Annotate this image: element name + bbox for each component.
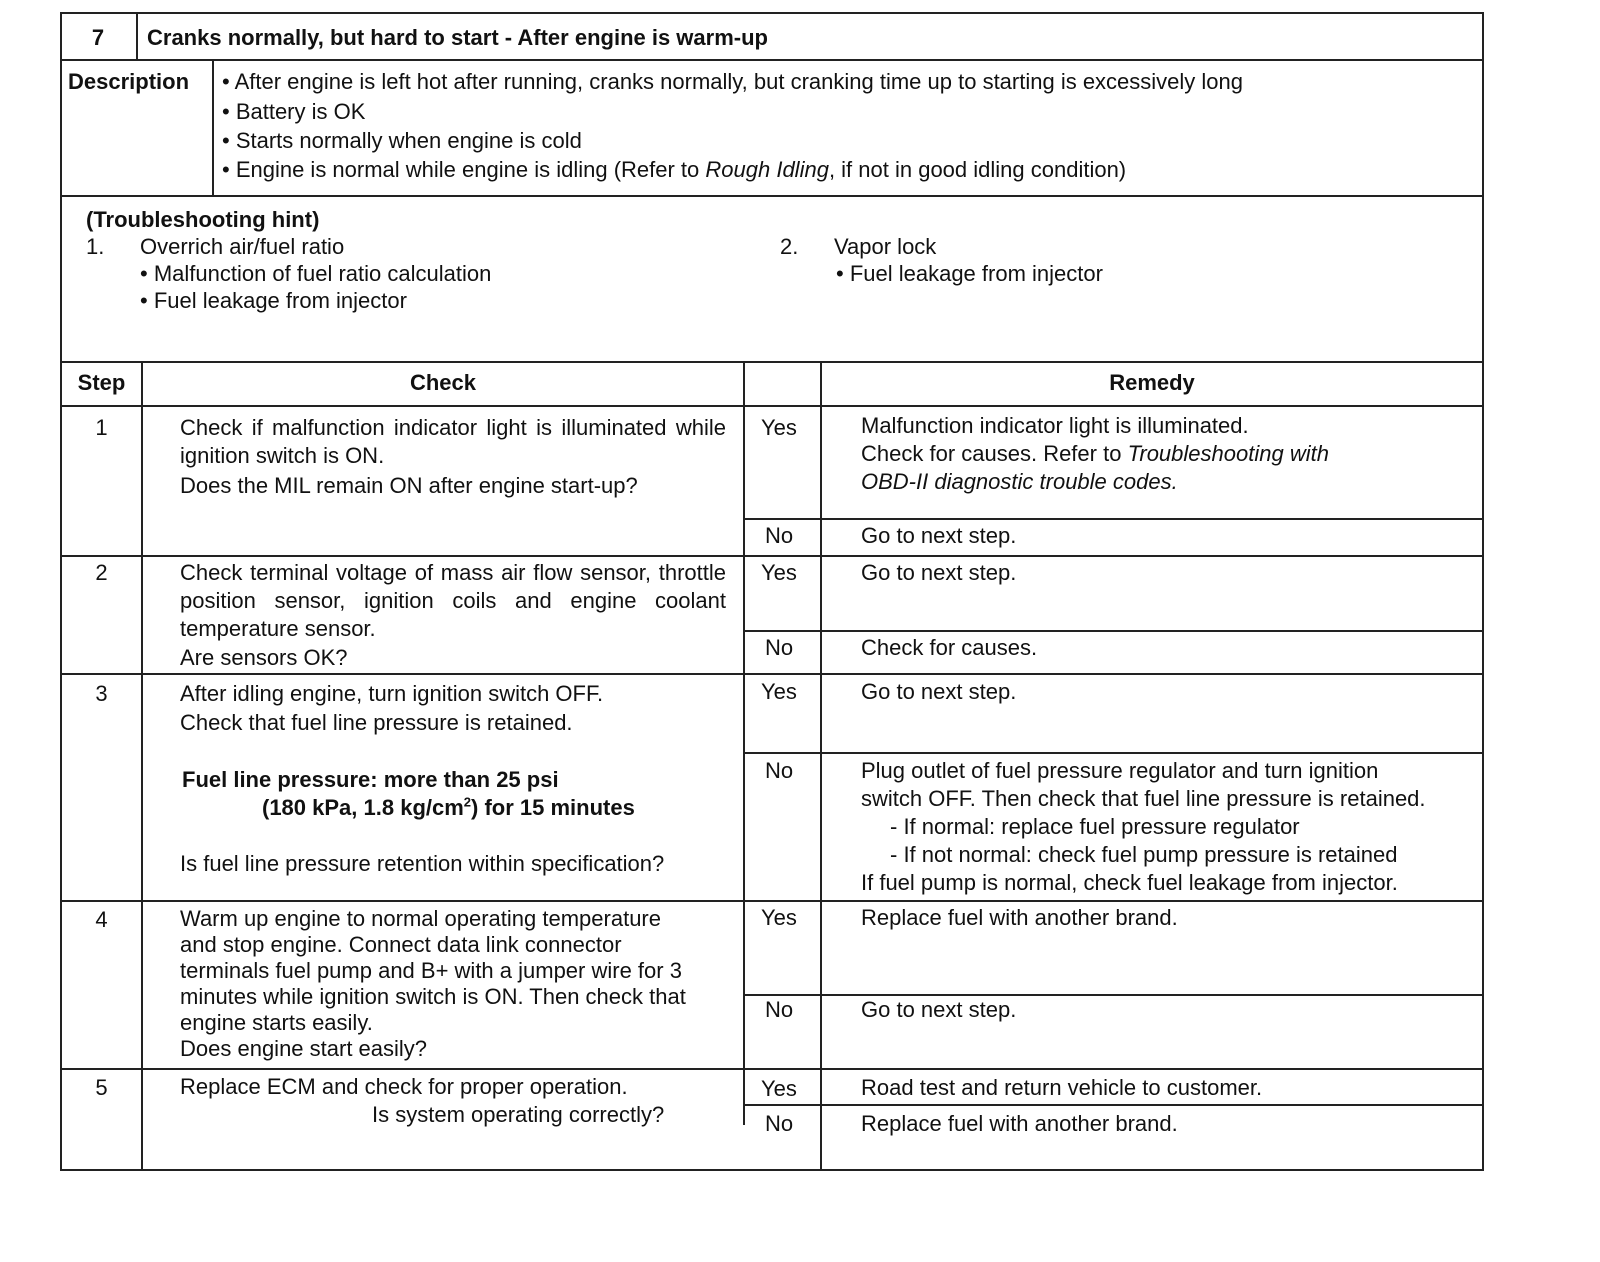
step-check: minutes while ignition switch is ON. Then check that [180, 984, 686, 1009]
step-question: Are sensors OK? [180, 645, 348, 670]
rule-below-table-header [60, 405, 1484, 407]
description-divider [212, 60, 214, 196]
step-number: 3 [95, 681, 108, 706]
remedy-no: Go to next step. [861, 997, 1017, 1022]
step-check: Check terminal voltage of mass air flow sensor, throttle position sensor, ignition coils and engine coolant temperature sensor. [180, 560, 726, 641]
rule-step3-yes-no [744, 752, 1484, 754]
border-top [60, 12, 1484, 14]
answer-no: No [765, 635, 794, 660]
rule-below-header [60, 59, 1484, 61]
remedy-yes: Go to next step. [861, 560, 1017, 585]
answer-yes: Yes [761, 560, 797, 585]
description-item: • Engine is normal while engine is idling (Refer to Rough Idling, if not in good idling condition) [222, 157, 1127, 182]
remedy-no: Go to next step. [861, 523, 1017, 548]
answer-no: No [765, 997, 794, 1022]
answer-no: No [765, 1111, 794, 1136]
rule-below-step1 [60, 555, 1484, 557]
border-bottom [60, 1169, 1484, 1171]
remedy-yes: Replace fuel with another brand. [861, 905, 1178, 930]
description-item: • After engine is left hot after running, cranks normally, but cranking time up to starting is excessively long [222, 69, 1244, 94]
check-column-divider [743, 361, 745, 1125]
border-right [1482, 12, 1484, 1170]
remedy-yes: Check for causes. Refer to Troubleshooting with [861, 441, 1329, 466]
rule-step5-yes-no [744, 1104, 1484, 1106]
answer-column-divider [820, 361, 822, 1170]
column-header-step: Step [77, 370, 126, 395]
cause-number: 2. [780, 234, 799, 259]
answer-no: No [765, 523, 794, 548]
step-question: Does the MIL remain ON after engine start-up? [180, 473, 638, 498]
step-number: 1 [95, 415, 108, 440]
column-header-remedy: Remedy [1109, 370, 1195, 395]
answer-yes: Yes [761, 679, 797, 704]
step-check: engine starts easily. [180, 1010, 373, 1035]
description-item: • Battery is OK [222, 99, 366, 124]
step-check: After idling engine, turn ignition switch OFF. [180, 681, 604, 706]
cause-item: • Fuel leakage from injector [140, 288, 407, 313]
header-divider [136, 12, 138, 60]
remedy-no: Replace fuel with another brand. [861, 1111, 1178, 1136]
rule-below-step4 [60, 1068, 1484, 1070]
answer-yes: Yes [761, 415, 797, 440]
remedy-no: Check for causes. [861, 635, 1038, 660]
rule-below-step2 [60, 673, 1484, 675]
step-check: Check if malfunction indicator light is illuminated while ignition switch is ON. [180, 415, 726, 468]
section-title: Cranks normally, but hard to start - After engine is warm-up [147, 25, 768, 50]
step-question: Is fuel line pressure retention within specification? [180, 851, 665, 876]
remedy-no: - If not normal: check fuel pump pressure is retained [890, 842, 1398, 867]
rule-step1-yes-no [744, 518, 1484, 520]
step-check: and stop engine. Connect data link connector [180, 932, 622, 957]
remedy-yes: Road test and return vehicle to customer. [861, 1075, 1263, 1100]
remedy-no: Plug outlet of fuel pressure regulator and turn ignition [861, 758, 1379, 783]
remedy-yes: Go to next step. [861, 679, 1017, 704]
remedy-yes: Malfunction indicator light is illuminated. [861, 413, 1249, 438]
answer-yes: Yes [761, 905, 797, 930]
answer-no: No [765, 758, 794, 783]
step-question: Is system operating correctly? [372, 1102, 665, 1127]
rule-step4-yes-no [744, 994, 1484, 996]
cause-number: 1. [86, 234, 105, 259]
remedy-no: switch OFF. Then check that fuel line pressure is retained. [861, 786, 1426, 811]
cause-title: Vapor lock [834, 234, 937, 259]
cause-title: Overrich air/fuel ratio [140, 234, 345, 259]
cause-item: • Fuel leakage from injector [836, 261, 1103, 286]
step-check: Check that fuel line pressure is retained. [180, 710, 573, 735]
pressure-spec: Fuel line pressure: more than 25 psi [182, 767, 559, 792]
description-item: • Starts normally when engine is cold [222, 128, 582, 153]
step-question: Does engine start easily? [180, 1036, 428, 1061]
description-label: Description [68, 69, 190, 94]
step-column-divider [141, 361, 143, 1170]
step-number: 4 [95, 907, 108, 932]
remedy-yes-reference: OBD-II diagnostic trouble codes. [861, 469, 1178, 494]
cause-item: • Malfunction of fuel ratio calculation [140, 261, 492, 286]
step-check: Warm up engine to normal operating temperature [180, 906, 661, 931]
step-check: Replace ECM and check for proper operation. [180, 1074, 628, 1099]
rule-step2-yes-no [744, 630, 1484, 632]
remedy-no: If fuel pump is normal, check fuel leakage from injector. [861, 870, 1398, 895]
remedy-no: - If normal: replace fuel pressure regulator [890, 814, 1300, 839]
border-left [60, 12, 62, 1170]
rule-above-table [60, 361, 1484, 363]
rule-below-description [60, 195, 1484, 197]
column-header-check: Check [409, 370, 477, 395]
step-check: terminals fuel pump and B+ with a jumper wire for 3 [180, 958, 682, 983]
answer-yes: Yes [761, 1076, 797, 1101]
section-number: 7 [91, 25, 105, 50]
hint-heading: (Troubleshooting hint) [86, 207, 320, 232]
step-number: 2 [95, 560, 108, 585]
rule-below-step3 [60, 900, 1484, 902]
pressure-spec: (180 kPa, 1.8 $kg/cm^2$) for 15 minutes [262, 794, 635, 820]
step-number: 5 [95, 1075, 108, 1100]
